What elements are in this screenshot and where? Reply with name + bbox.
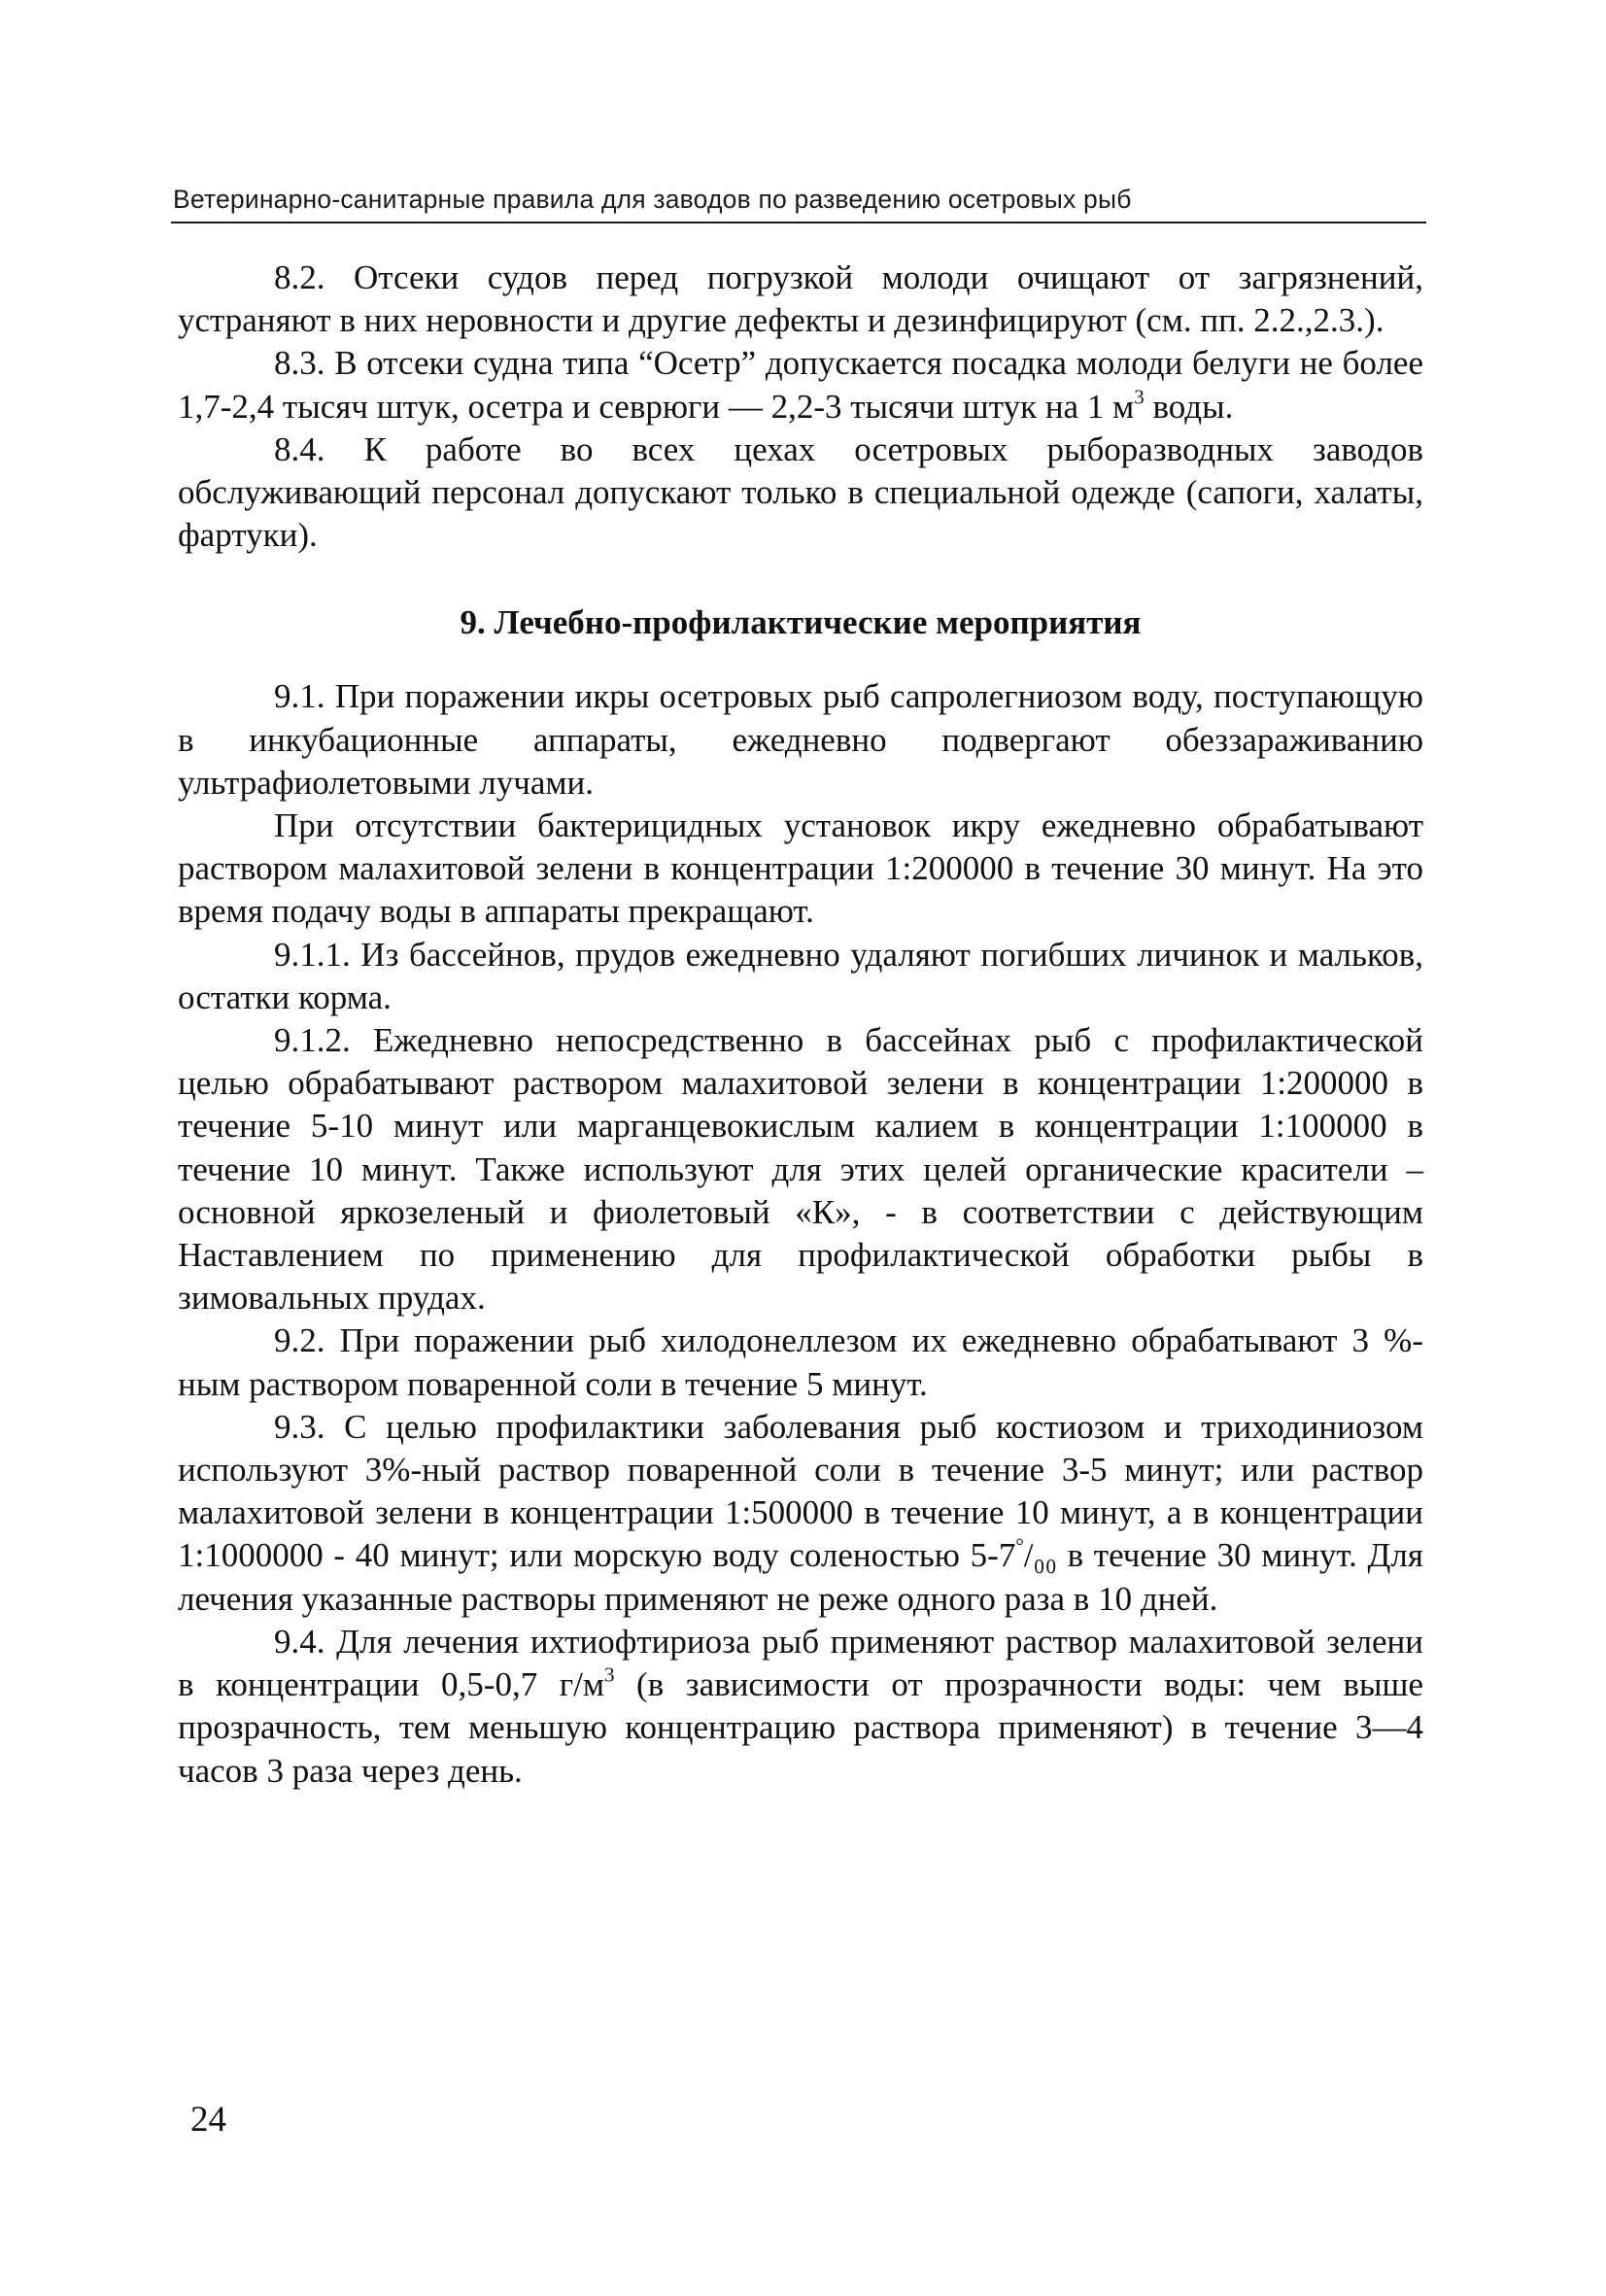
- document-body: [178, 257, 1423, 1793]
- section-heading: 9. Лечебно-профилактические мероприятия: [460, 603, 1142, 642]
- superscript-3: 3: [604, 1662, 615, 1687]
- paragraph-9-2: 9.2. При поражении рыб хилодонеллезом их ежедневно обрабатывают 3 %-ным раствором поваренной соли в течение 5 минут.: [178, 1321, 1423, 1403]
- paragraph-9-4: [178, 1621, 1423, 1793]
- paragraph-9-1-2: 9.1.2. Ежедневно непосредственно в бассейнах рыб с профилактической целью обрабатывают раствором малахитовой зелени в концентрации 1:200000 в течение 5-10 минут или марганцевокислым калием в концентрации 1:100000 в течение 10 минут. Также используют для этих целей органические красители – основной яркозеленый и фиолетовый «К», - в соответствии с действующим Наставлением по применению для профилактической обработки рыбы в зимовальных прудах.: [178, 1021, 1423, 1318]
- running-header: Ветеринарно-санитарные правила для заводов по разведению осетровых рыб: [173, 185, 1132, 214]
- paragraph-8-2: 8.2. Отсеки судов перед погрузкой молоди очищают от загрязнений, устраняют в них неровности и другие дефекты и дезинфицируют (см. пп. 2.2.,2.3.).: [178, 258, 1423, 340]
- paragraph-8-3-text: 8.3. В отсеки судна типа “Осетр” допускается посадка молоди белуги не более 1,7-2,4 тысяч штук, осетра и севрюги — 2,2-3 тысячи штук на 1 м: [178, 344, 1423, 426]
- header-rule: [171, 222, 1426, 223]
- superscript-3: 3: [1134, 384, 1145, 408]
- paragraph-9-1: 9.1. При поражении икры осетровых рыб сапролегниозом воду, поступающую в инкубационные аппараты, ежедневно подвергают обеззараживанию ультрафиолетовыми лучами.: [178, 677, 1423, 802]
- paragraph-9-3: [178, 1406, 1423, 1621]
- paragraph-9-3-end: /₀₀ в течение 30 минут. Для лечения указанные растворы применяют не реже одного раза в 10 дней.: [178, 1536, 1423, 1618]
- paragraph-8-3: [178, 342, 1423, 428]
- paragraph-9-4-end: (в зависимости от прозрачности воды: чем выше прозрачность, тем меньшую концентрацию раствора применяют) в течение 3—4 часов 3 раза через день.: [178, 1665, 1423, 1790]
- paragraph-9-1-cont: При отсутствии бактерицидных установок икру ежедневно обрабатывают раствором малахитовой зелени в концентрации 1:200000 в течение 30 минут. На это время подачу воды в аппараты прекращают.: [178, 806, 1423, 931]
- page-number: 24: [190, 2100, 226, 2140]
- paragraph-9-3-text: 9.3. С целью профилактики заболевания рыб костиозом и триходиниозом используют 3%-ный раствор поваренной соли в течение 3-5 минут; или раствор малахитовой зелени в концентрации 1:500000 в течение 10 минут, а в концентрации 1:1000000 - 40 минут; или морскую воду соленостью 5-7: [178, 1407, 1423, 1575]
- paragraph-8-3-end: воды.: [1144, 387, 1234, 426]
- paragraph-8-4: 8.4. К работе во всех цехах осетровых рыборазводных заводов обслуживающий персонал допускают только в специальной одежде (сапоги, халаты, фартуки).: [178, 429, 1423, 555]
- paragraph-9-1-1: 9.1.1. Из бассейнов, прудов ежедневно удаляют погибших личинок и мальков, остатки корма.: [178, 935, 1423, 1016]
- paragraph-9-4-text: 9.4. Для лечения ихтиофтириоза рыб применяют раствор малахитовой зелени в концентрации 0,5-0,7 г/м: [178, 1622, 1423, 1704]
- superscript-degree: °: [1015, 1533, 1024, 1558]
